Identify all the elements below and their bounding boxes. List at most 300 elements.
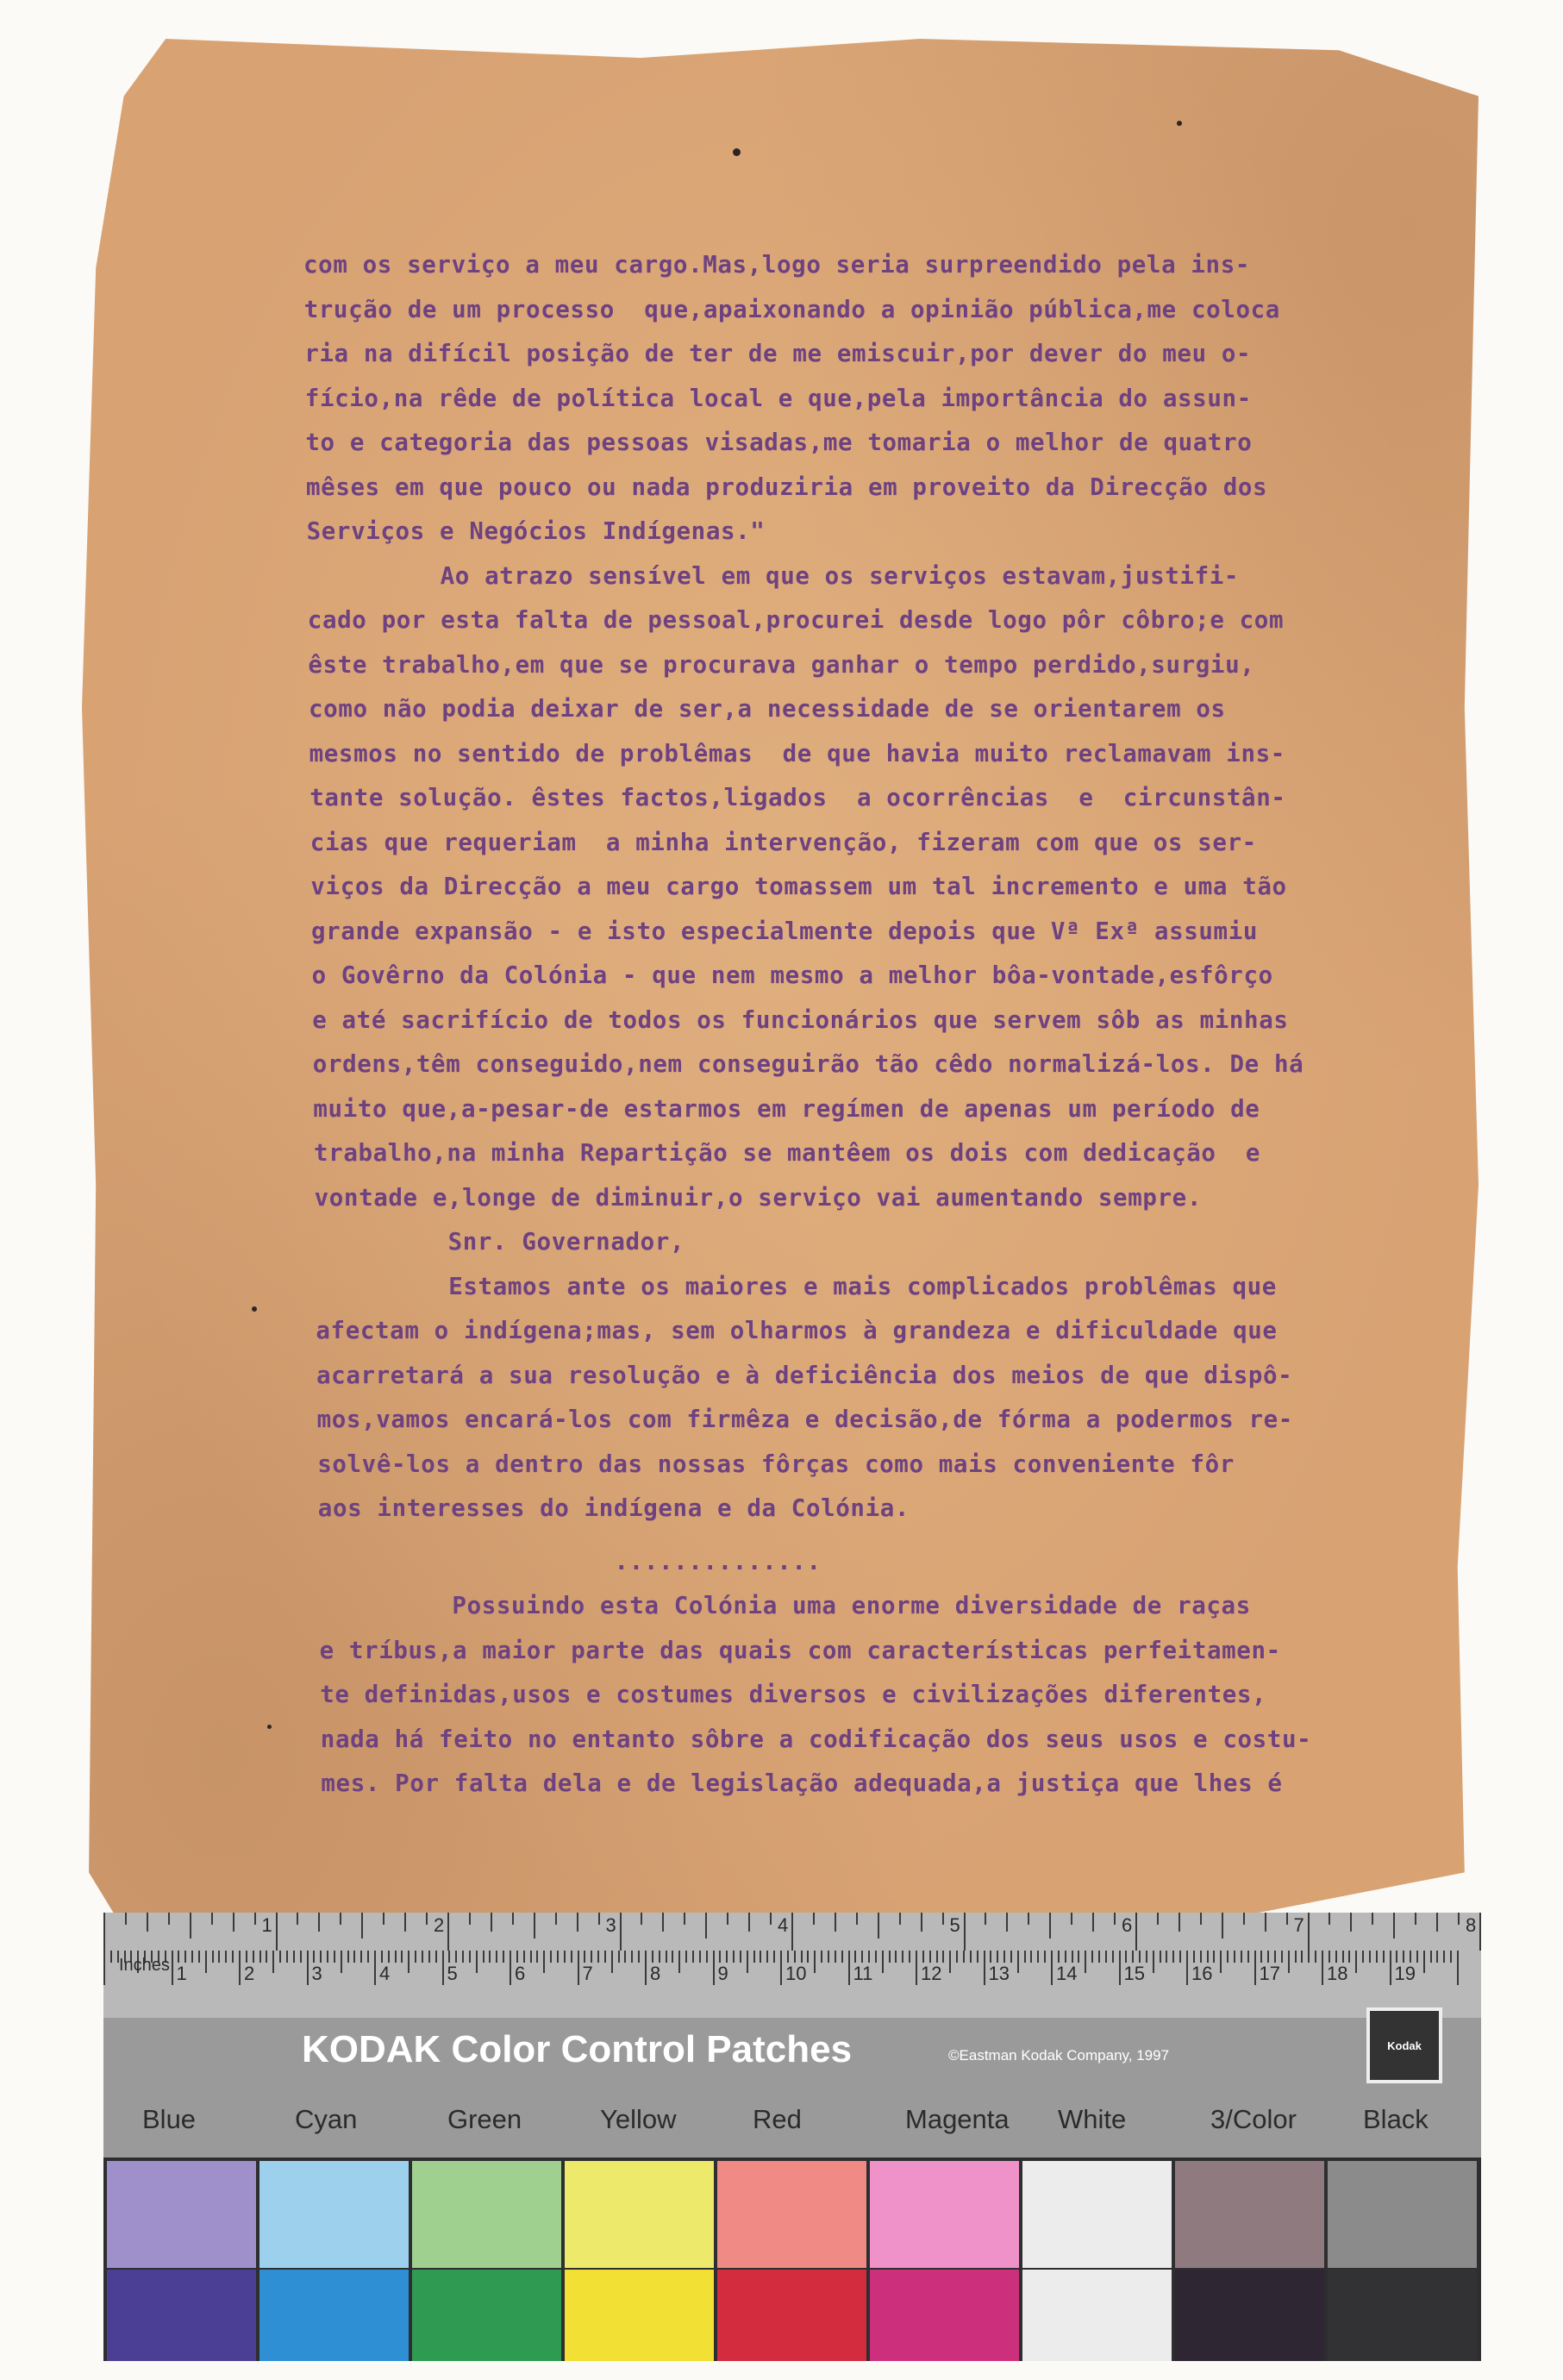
- cm-tick: [313, 1951, 315, 1963]
- cm-tick: [279, 1951, 281, 1963]
- cm-tick: [571, 1951, 572, 1963]
- cm-tick: [922, 1951, 924, 1963]
- cm-tick: [861, 1951, 863, 1963]
- cm-tick: [293, 1951, 295, 1963]
- inch-tick: [1200, 1913, 1202, 1925]
- cm-tick: [807, 1951, 809, 1963]
- text-line: solvê-los a dentro das nossas fôrças como mais conveniente fôr: [317, 1450, 1235, 1478]
- cm-tick: [726, 1951, 728, 1963]
- cm-tick: [692, 1951, 694, 1963]
- text-line: Estamos ante os maiores e mais complicados problêmas que: [315, 1272, 1277, 1300]
- cm-number: 15: [1123, 1963, 1145, 1984]
- inch-tick: [426, 1913, 428, 1925]
- logo-text: Kodak: [1387, 2039, 1422, 2052]
- patch-name: White: [1058, 2104, 1127, 2134]
- cm-tick: [1017, 1951, 1019, 1973]
- inch-tick: [297, 1913, 298, 1925]
- inch-tick: [1028, 1913, 1029, 1925]
- cm-tick: [584, 1951, 585, 1963]
- cm-tick: [408, 1951, 410, 1973]
- cm-tick: [232, 1951, 234, 1963]
- color-patch-bottom: [717, 2270, 866, 2361]
- cm-number: 7: [582, 1963, 593, 1984]
- cm-tick: [103, 1951, 105, 1985]
- cm-tick: [868, 1951, 870, 1963]
- cm-tick: [1166, 1951, 1167, 1963]
- cm-tick: [374, 1951, 376, 1985]
- inch-tick: [1393, 1913, 1395, 1938]
- cm-tick: [530, 1951, 532, 1963]
- text-line: vontade e,longe de diminuir,o serviço vai aumentando sempre.: [314, 1183, 1202, 1212]
- text-line: Possuindo esta Colónia uma enorme diversidade de raças: [319, 1592, 1251, 1619]
- cm-tick: [1342, 1951, 1344, 1963]
- cm-tick: [645, 1951, 647, 1985]
- cm-tick: [1457, 1951, 1459, 1985]
- cm-tick: [1065, 1951, 1066, 1963]
- inch-tick: [168, 1913, 170, 1925]
- inch-tick: [878, 1913, 879, 1938]
- text-line: trução de um processo que,apaixonando a opinião pública,me coloca: [303, 295, 1280, 323]
- inch-number: 4: [778, 1914, 789, 1936]
- ink-spot: [267, 1725, 272, 1729]
- cm-tick: [1416, 1951, 1418, 1963]
- cm-tick: [510, 1951, 511, 1985]
- text-line: te definidas,usos e costumes diversos e civilizações diferentes,: [320, 1681, 1267, 1708]
- cm-tick: [1051, 1951, 1053, 1985]
- cm-tick: [1119, 1951, 1121, 1985]
- text-line: Serviços e Negócios Indígenas.": [306, 517, 766, 545]
- inch-tick: [469, 1913, 471, 1925]
- cm-number: 3: [311, 1963, 322, 1984]
- patch-name: 3/Color: [1210, 2104, 1297, 2134]
- cm-tick: [1436, 1951, 1438, 1963]
- cm-tick: [1160, 1951, 1161, 1963]
- cm-tick: [949, 1951, 951, 1973]
- cm-tick: [1207, 1951, 1209, 1963]
- cm-tick: [882, 1951, 884, 1973]
- inch-number: 1: [261, 1914, 272, 1936]
- cm-tick: [747, 1951, 748, 1973]
- cm-tick: [611, 1951, 613, 1973]
- cm-tick: [205, 1951, 207, 1973]
- cm-tick: [1260, 1951, 1262, 1963]
- cm-tick: [787, 1951, 789, 1963]
- text-line: com os serviço a meu cargo.Mas,logo seria surpreendido pela ins-: [303, 251, 1251, 279]
- cm-tick: [1146, 1951, 1147, 1963]
- cm-tick: [476, 1951, 478, 1973]
- text-line: o Govêrno da Colónia - que nem mesmo a melhor bôa-vontade,esfôrço: [311, 961, 1273, 989]
- cm-tick: [672, 1951, 673, 1963]
- cm-tick: [618, 1951, 620, 1963]
- inch-tick: [1071, 1913, 1072, 1925]
- inch-tick: [1006, 1913, 1008, 1932]
- cm-number: 9: [717, 1963, 728, 1984]
- cm-tick: [929, 1951, 931, 1963]
- kodak-logo-icon: [1366, 2007, 1442, 2083]
- inch-tick: [1458, 1913, 1460, 1925]
- target-title: KODAK Color Control Patches: [302, 2028, 853, 2070]
- patch-name: Yellow: [600, 2104, 677, 2134]
- inch-tick: [1372, 1913, 1373, 1925]
- cm-tick: [821, 1951, 822, 1963]
- cm-tick: [1220, 1951, 1222, 1973]
- text-line: mes. Por falta dela e de legislação adequada,a justiça que lhes é: [321, 1769, 1283, 1797]
- inch-tick: [748, 1913, 750, 1932]
- cm-tick: [624, 1951, 626, 1963]
- text-line: muito que,a-pesar-de estarmos em regímen de apenas um período de: [313, 1094, 1260, 1123]
- inch-tick: [383, 1913, 384, 1925]
- cm-tick: [1003, 1951, 1005, 1963]
- cm-tick: [1200, 1951, 1202, 1963]
- inch-tick: [577, 1913, 578, 1932]
- cm-tick: [909, 1951, 910, 1963]
- cm-tick: [936, 1951, 938, 1963]
- cm-tick: [1301, 1951, 1303, 1963]
- cm-tick: [773, 1951, 775, 1963]
- cm-tick: [448, 1951, 450, 1963]
- inch-tick: [813, 1913, 815, 1925]
- patch-name: Red: [753, 2104, 802, 2134]
- patch-name: Black: [1363, 2104, 1429, 2134]
- cm-tick: [462, 1951, 464, 1963]
- cm-number: 18: [1327, 1963, 1348, 1984]
- text-line: ria na difícil posição de ter de me emiscuir,por dever do meu o-: [304, 340, 1252, 367]
- cm-tick: [638, 1951, 640, 1963]
- cm-tick: [1355, 1951, 1357, 1973]
- text-line: como não podia deixar de ser,a necessidade de se orientarem os: [309, 695, 1226, 723]
- cm-tick: [435, 1951, 437, 1963]
- cm-tick: [395, 1951, 397, 1963]
- inch-tick: [1114, 1913, 1116, 1925]
- inch-tick: [211, 1913, 213, 1925]
- cm-tick: [1153, 1951, 1154, 1973]
- cm-tick: [259, 1951, 261, 1963]
- inch-tick: [555, 1913, 557, 1925]
- cm-tick: [984, 1951, 985, 1985]
- color-patch-top: [107, 2161, 256, 2268]
- inch-tick: [1157, 1913, 1159, 1925]
- cm-tick: [1410, 1951, 1411, 1963]
- inch-tick: [1415, 1913, 1416, 1925]
- cm-tick: [1423, 1951, 1425, 1973]
- inch-tick: [770, 1913, 772, 1925]
- cm-tick: [1390, 1951, 1391, 1985]
- inches-label: Inches: [119, 1956, 170, 1975]
- color-patch-bottom: [412, 2270, 561, 2361]
- inch-tick: [1286, 1913, 1288, 1925]
- inch-tick: [598, 1913, 600, 1925]
- cm-tick: [889, 1951, 891, 1963]
- cm-tick: [1172, 1951, 1174, 1963]
- inch-tick: [942, 1913, 944, 1925]
- inch-tick: [147, 1913, 148, 1932]
- ink-spot: [1177, 121, 1182, 126]
- cm-tick: [1348, 1951, 1350, 1963]
- cm-tick: [253, 1951, 254, 1963]
- cm-tick: [631, 1951, 633, 1963]
- inch-tick: [964, 1913, 966, 1951]
- cm-tick: [997, 1951, 998, 1963]
- text-line: tante solução. êstes factos,ligados a ocorrências e circunstân-: [309, 784, 1286, 811]
- cm-tick: [1254, 1951, 1256, 1985]
- cm-tick: [334, 1951, 335, 1963]
- text-line: nada há feito no entanto sôbre a codificação dos seus usos e costu-: [320, 1725, 1312, 1753]
- color-patch-bottom: [107, 2270, 256, 2361]
- cm-number: 13: [988, 1963, 1010, 1984]
- patch-name: Green: [447, 2104, 522, 2134]
- cm-tick: [360, 1951, 362, 1963]
- inch-tick: [791, 1913, 793, 1951]
- text-line: cado por esta falta de pessoal,procurei desde logo pôr côbro;e com: [307, 606, 1285, 634]
- inch-tick: [125, 1913, 127, 1925]
- cm-tick: [902, 1951, 903, 1963]
- color-patch-bottom: [1175, 2270, 1324, 2361]
- inch-tick: [103, 1913, 105, 1951]
- cm-number: 2: [244, 1963, 255, 1984]
- cm-tick: [1369, 1951, 1371, 1963]
- cm-tick: [814, 1951, 816, 1973]
- cm-tick: [1450, 1951, 1452, 1963]
- inch-tick: [1222, 1913, 1223, 1938]
- cm-tick: [1072, 1951, 1073, 1963]
- cm-tick: [1037, 1951, 1039, 1963]
- inch-tick: [534, 1913, 535, 1938]
- cm-tick: [1329, 1951, 1330, 1963]
- color-patch-top: [870, 2161, 1019, 2268]
- cm-tick: [341, 1951, 342, 1973]
- cm-tick: [1396, 1951, 1397, 1963]
- cm-tick: [320, 1951, 322, 1963]
- inch-tick: [276, 1913, 278, 1951]
- cm-tick: [1322, 1951, 1323, 1985]
- color-patch-bottom: [259, 2270, 409, 2361]
- cm-tick: [801, 1951, 803, 1963]
- color-patch-top: [1022, 2161, 1172, 2268]
- cm-tick: [353, 1951, 355, 1963]
- cm-tick: [854, 1951, 856, 1963]
- cm-tick: [963, 1951, 965, 1963]
- inch-scale: [103, 1913, 1481, 1951]
- copyright-notice: ©Eastman Kodak Company, 1997: [948, 2047, 1170, 2064]
- inch-tick: [318, 1913, 320, 1932]
- color-patch-bottom: [1022, 2270, 1172, 2361]
- color-patch-top: [259, 2161, 409, 2268]
- cm-tick: [198, 1951, 200, 1963]
- cm-tick: [212, 1951, 214, 1963]
- text-line: fício,na rêde de política local e que,pela importância do assun-: [304, 384, 1252, 412]
- cm-tick: [1403, 1951, 1404, 1963]
- text-line: ordens,têm conseguido,nem conseguirão tão cêdo normalizá-los. De há: [312, 1050, 1304, 1078]
- color-patch-top: [1328, 2161, 1477, 2268]
- ink-spot: [733, 148, 741, 156]
- cm-tick: [895, 1951, 897, 1963]
- cm-tick: [841, 1951, 843, 1963]
- cm-tick: [1241, 1951, 1242, 1963]
- cm-tick: [666, 1951, 667, 1963]
- inch-tick: [1092, 1913, 1094, 1932]
- cm-tick: [652, 1951, 653, 1963]
- cm-tick: [733, 1951, 735, 1963]
- inch-tick: [512, 1913, 514, 1925]
- patch-name: Magenta: [905, 2104, 1010, 2134]
- cm-tick: [990, 1951, 991, 1963]
- inch-tick: [684, 1913, 685, 1925]
- color-patch-bottom: [565, 2270, 714, 2361]
- cm-tick: [1112, 1951, 1114, 1963]
- inch-tick: [899, 1913, 901, 1925]
- cm-tick: [753, 1951, 755, 1963]
- cm-tick: [1281, 1951, 1283, 1963]
- inch-number: 3: [605, 1914, 616, 1936]
- kodak-color-target: [103, 1913, 1481, 2361]
- cm-tick: [172, 1951, 173, 1985]
- cm-tick: [1125, 1951, 1127, 1963]
- cm-tick: [455, 1951, 457, 1963]
- cm-tick: [1010, 1951, 1012, 1963]
- text-line: mêses em que pouco ou nada produziria em proveito da Direcção dos: [306, 473, 1268, 501]
- cm-tick: [1105, 1951, 1107, 1963]
- cm-tick: [659, 1951, 660, 1963]
- patch-name: Cyan: [295, 2104, 358, 2134]
- inch-tick: [1350, 1913, 1352, 1932]
- cm-tick: [1443, 1951, 1445, 1963]
- cm-tick: [706, 1951, 708, 1963]
- inch-tick: [705, 1913, 707, 1938]
- cm-tick: [1234, 1951, 1235, 1963]
- cm-tick: [239, 1951, 241, 1985]
- cm-number: 11: [853, 1963, 873, 1984]
- cm-tick: [1308, 1951, 1310, 1963]
- inch-tick: [1049, 1913, 1051, 1938]
- cm-tick: [1267, 1951, 1269, 1963]
- inch-tick: [641, 1913, 642, 1925]
- ink-spot: [252, 1306, 257, 1312]
- cm-tick: [1186, 1951, 1188, 1985]
- text-line: grande expansão - e isto especialmente depois que Vª Exª assumiu: [311, 917, 1259, 945]
- cm-tick: [503, 1951, 504, 1963]
- cm-tick: [766, 1951, 768, 1963]
- cm-tick: [740, 1951, 741, 1963]
- text-line: afectam o indígena;mas, sem olharmos à grandeza e dificuldade que: [316, 1317, 1278, 1344]
- cm-tick: [1383, 1951, 1385, 1963]
- cm-tick: [1430, 1951, 1432, 1963]
- text-line: êste trabalho,em que se procurava ganhar o tempo perdido,surgiu,: [308, 650, 1255, 679]
- cm-tick: [381, 1951, 383, 1963]
- cm-tick: [388, 1951, 390, 1963]
- inch-tick: [1135, 1913, 1137, 1951]
- cm-tick: [550, 1951, 552, 1963]
- ruler: [103, 1913, 1481, 2018]
- cm-tick: [110, 1951, 112, 1963]
- cm-tick: [713, 1951, 715, 1985]
- inch-tick: [254, 1913, 256, 1925]
- cm-tick: [597, 1951, 599, 1963]
- inch-tick: [190, 1913, 191, 1938]
- inch-tick: [1179, 1913, 1180, 1932]
- inch-tick: [1243, 1913, 1245, 1925]
- inch-tick: [1329, 1913, 1330, 1925]
- cm-tick: [543, 1951, 545, 1973]
- inch-tick: [491, 1913, 492, 1932]
- color-patch-bottom: [1328, 2270, 1477, 2361]
- cm-tick: [685, 1951, 687, 1963]
- cm-tick: [225, 1951, 227, 1963]
- color-patch-top: [1175, 2161, 1324, 2268]
- cm-tick: [536, 1951, 538, 1963]
- cm-tick: [1132, 1951, 1134, 1963]
- color-patch-top: [412, 2161, 561, 2268]
- inch-tick: [921, 1913, 922, 1932]
- cm-tick: [794, 1951, 796, 1963]
- cm-tick: [496, 1951, 497, 1963]
- inch-number: 5: [949, 1914, 960, 1936]
- cm-tick: [848, 1951, 850, 1985]
- cm-tick: [1139, 1951, 1141, 1963]
- cm-tick: [604, 1951, 606, 1963]
- cm-tick: [956, 1951, 958, 1963]
- text-line: aos interesses do indígena e da Colónia.: [317, 1494, 910, 1522]
- inch-tick: [340, 1913, 341, 1925]
- cm-tick: [1193, 1951, 1195, 1963]
- cm-tick: [578, 1951, 579, 1985]
- inch-tick: [233, 1913, 234, 1932]
- cm-tick: [327, 1951, 328, 1963]
- cm-tick: [300, 1951, 302, 1963]
- cm-tick: [1288, 1951, 1290, 1973]
- text-line: mos,vamos encará-los com firmêza e decisão,de fórma a podermos re-: [316, 1406, 1293, 1433]
- cm-tick: [469, 1951, 471, 1963]
- cm-number: 1: [176, 1963, 187, 1984]
- cm-tick: [1091, 1951, 1093, 1963]
- centimetre-scale: [103, 1951, 1481, 1985]
- inch-tick: [1479, 1913, 1481, 1951]
- text-line: to e categoria das pessoas visadas,me tomaria o melhor de quatro: [305, 429, 1253, 456]
- cm-tick: [367, 1951, 369, 1963]
- cm-tick: [178, 1951, 179, 1963]
- cm-tick: [835, 1951, 836, 1963]
- cm-tick: [977, 1951, 978, 1963]
- cm-number: 14: [1056, 1963, 1078, 1984]
- cm-tick: [191, 1951, 193, 1963]
- cm-tick: [489, 1951, 491, 1963]
- text-line: Ao atrazo sensível em que os serviços estavam,justifi-: [307, 561, 1240, 590]
- inch-tick: [404, 1913, 406, 1932]
- cm-number: 17: [1259, 1963, 1280, 1984]
- cm-number: 19: [1394, 1963, 1416, 1984]
- cm-tick: [1098, 1951, 1100, 1963]
- cm-tick: [415, 1951, 416, 1963]
- inch-tick: [620, 1913, 622, 1951]
- cm-tick: [516, 1951, 518, 1963]
- cm-tick: [1376, 1951, 1378, 1963]
- cm-tick: [1030, 1951, 1032, 1963]
- cm-tick: [442, 1951, 444, 1985]
- cm-tick: [401, 1951, 403, 1963]
- color-patch-bottom: [870, 2270, 1019, 2361]
- text-line: acarretará a sua resolução e à deficiência dos meios de que dispô-: [316, 1361, 1293, 1389]
- text-line: e tríbus,a maior parte das quais com características perfeitamen-: [319, 1636, 1281, 1664]
- cm-tick: [591, 1951, 592, 1963]
- text-line: cias que requeriam a minha intervenção, fizeram com que os ser-: [309, 828, 1257, 856]
- inch-tick: [1265, 1913, 1266, 1932]
- cm-tick: [719, 1951, 721, 1963]
- cm-tick: [875, 1951, 877, 1963]
- cm-tick: [1078, 1951, 1079, 1963]
- cm-tick: [483, 1951, 485, 1963]
- inch-tick: [447, 1913, 449, 1951]
- cm-tick: [828, 1951, 829, 1963]
- cm-tick: [1213, 1951, 1215, 1963]
